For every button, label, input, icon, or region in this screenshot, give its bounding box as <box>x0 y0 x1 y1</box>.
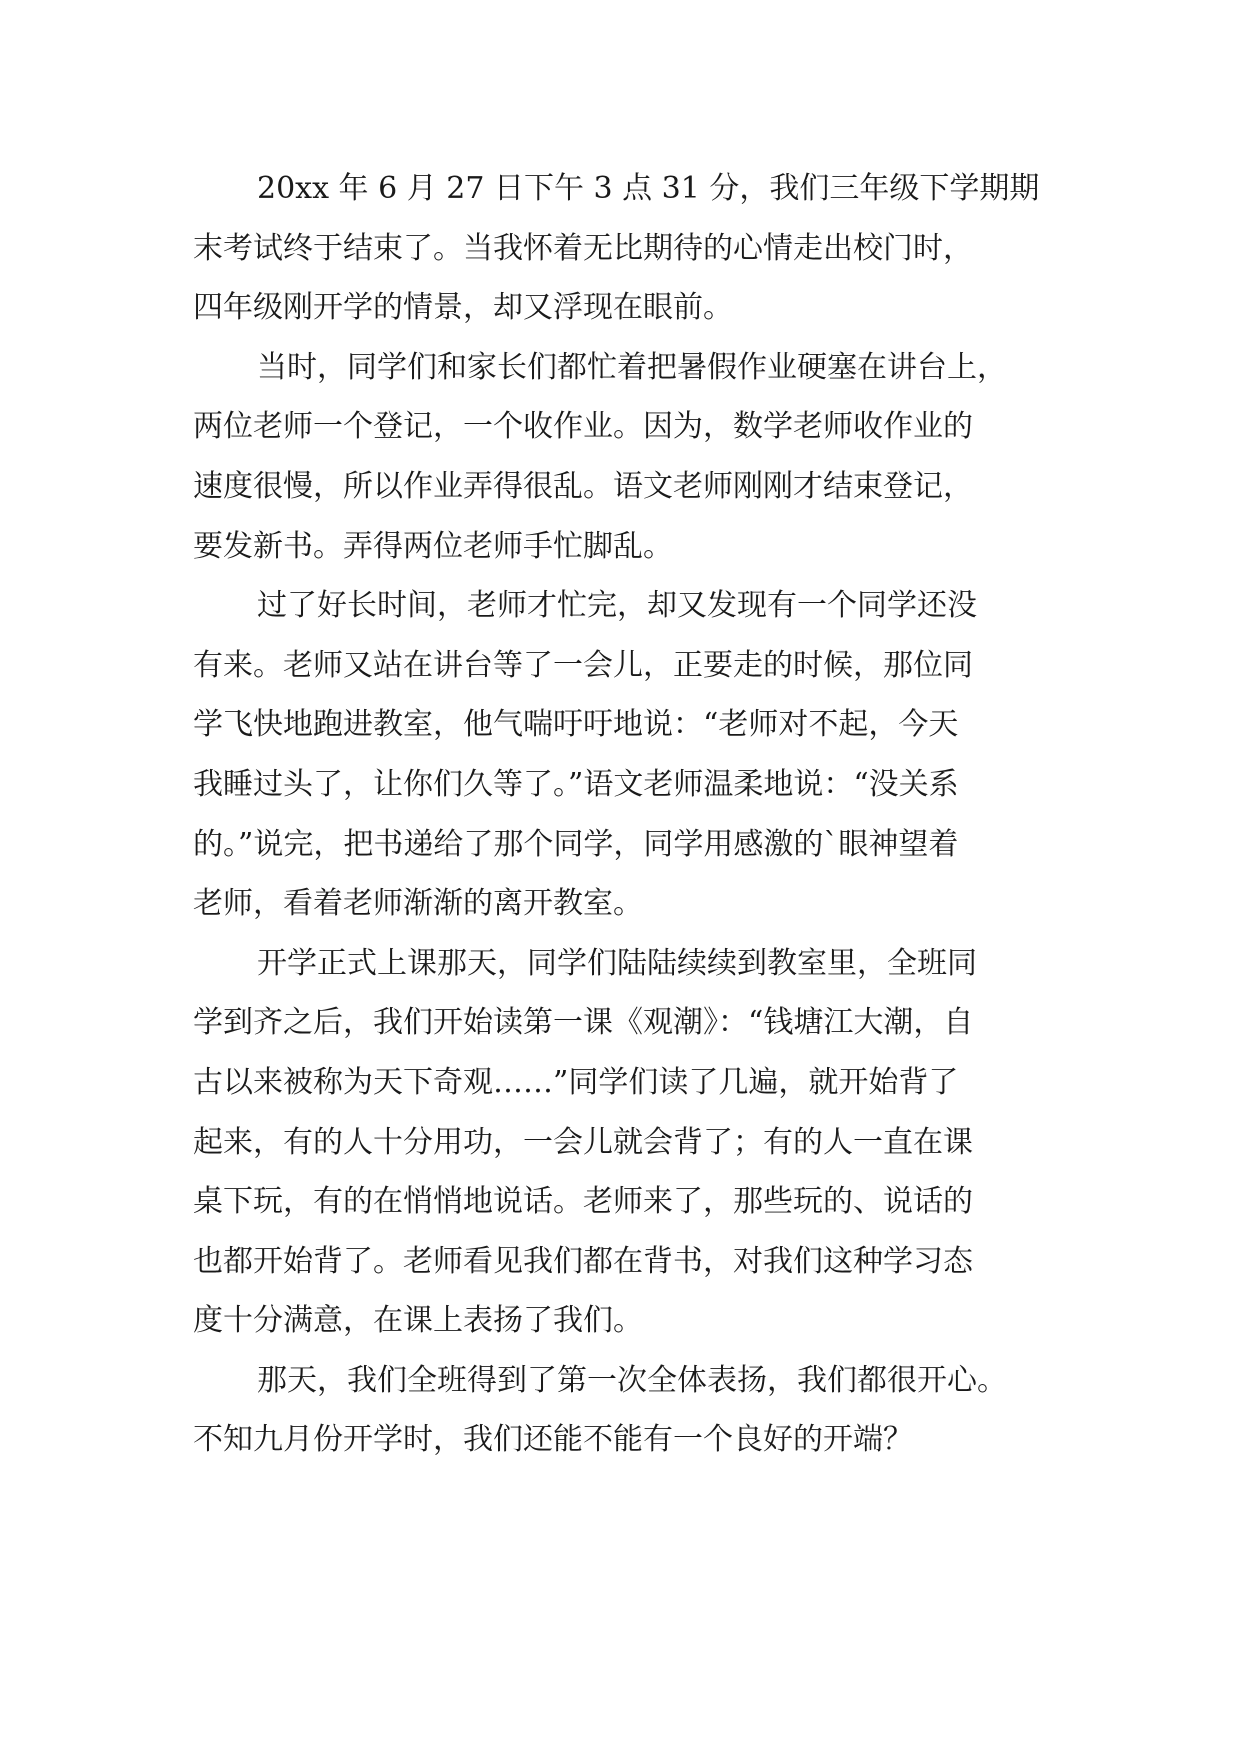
paragraph <box>193 1351 1053 1470</box>
paragraph-line: 过了好长时间，老师才忙完，却又发现有一个同学还没 <box>257 588 977 624</box>
paragraph <box>193 338 1053 576</box>
paragraph-line: 老师，看着老师渐渐的离开教室。 <box>193 886 643 922</box>
paragraph-line: 当时，同学们和家长们都忙着把暑假作业硬塞在讲台上， <box>257 349 1007 385</box>
paragraph <box>193 159 1053 338</box>
paragraph-line: 开学正式上课那天，同学们陆陆续续到教室里，全班同 <box>257 945 977 981</box>
paragraph-line: 两位老师一个登记，一个收作业。因为，数学老师收作业的 <box>193 409 973 445</box>
paragraph-line: 要发新书。弄得两位老师手忙脚乱。 <box>193 528 673 564</box>
paragraph-line: 古以来被称为天下奇观……”同学们读了几遍，就开始背了 <box>193 1064 959 1100</box>
paragraph-line: 有来。老师又站在讲台等了一会儿，正要走的时候，那位同 <box>193 647 973 683</box>
paragraph-line: 学飞快地跑进教室，他气喘吁吁地说：“老师对不起，今天 <box>193 707 959 743</box>
paragraph <box>193 576 1053 934</box>
paragraph-line: 我睡过头了，让你们久等了。”语文老师温柔地说：“没关系 <box>193 766 959 802</box>
paragraph-line: 速度很慢，所以作业弄得很乱。语文老师刚刚才结束登记， <box>193 468 973 504</box>
paragraph-line: 学到齐之后，我们开始读第一课《观潮》：“钱塘江大潮，自 <box>193 1005 974 1041</box>
paragraph-line: 的。”说完，把书递给了那个同学，同学用感激的`眼神望着 <box>193 826 959 862</box>
paragraph-line: 四年级刚开学的情景，却又浮现在眼前。 <box>193 290 733 326</box>
paragraph-line: 桌下玩，有的在悄悄地说话。老师来了，那些玩的、说话的 <box>193 1184 973 1220</box>
paragraph-line: 也都开始背了。老师看见我们都在背书，对我们这种学习态 <box>193 1243 973 1279</box>
document-body <box>193 159 1053 1470</box>
paragraph-line: 那天，我们全班得到了第一次全体表扬，我们都很开心。 <box>257 1362 1007 1398</box>
paragraph-line: 末考试终于结束了。当我怀着无比期待的心情走出校门时， <box>193 230 973 266</box>
paragraph-line: 20xx 年 6 月 27 日下午 3 点 31 分，我们三年级下学期期 <box>257 171 1040 206</box>
paragraph-line: 不知九月份开学时，我们还能不能有一个良好的开端？ <box>193 1422 913 1458</box>
paragraph <box>193 934 1053 1351</box>
paragraph-line: 起来，有的人十分用功，一会儿就会背了；有的人一直在课 <box>193 1124 973 1160</box>
paragraph-line: 度十分满意，在课上表扬了我们。 <box>193 1303 643 1339</box>
